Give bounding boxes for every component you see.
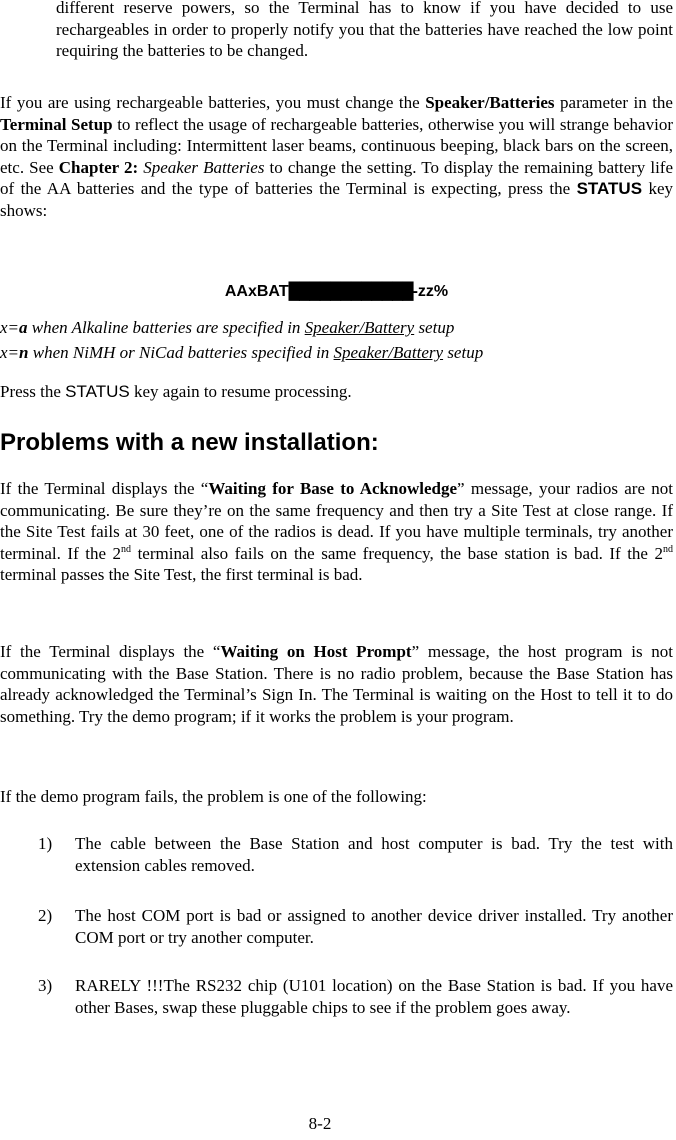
- battery-level-blocks: ████████████: [288, 283, 413, 300]
- battery-display: AAxBAT████████████-zz%: [224, 283, 449, 300]
- status-key: STATUS: [576, 179, 643, 198]
- list-number: 3): [38, 976, 53, 995]
- list-text: RARELY !!!The RS232 chip (U101 location) on the Base Station is bad. If you have other Bases, swap these pluggable chips to see if the problem goes away.: [75, 976, 673, 1017]
- chapter-ref: Chapter 2:: [58, 157, 139, 177]
- status-key-2: STATUS: [65, 382, 130, 401]
- section-heading: Problems with a new installation:: [0, 429, 379, 456]
- rechargeable-paragraph: If you are using rechargeable batteries, you must change the Speaker/Batteries parameter in the Terminal Setup to reflect the usage of rechargeable batteries, otherwise you will strange behavior on the Terminal including: Intermittent laser beams, continuous beeping, black bars on the screen, etc. See Chapter 2: Speaker Batteries to change the setting. To display the remaining battery life of the AA batteries and the type of batteries the Terminal is expecting, press the STATUS key shows:: [0, 93, 674, 220]
- legend-nimh: x=n when NiMH or NiCad batteries specified in Speaker/Battery setup: [0, 343, 484, 362]
- list-number: 2): [38, 906, 53, 925]
- legend-alkaline: x=a when Alkaline batteries are specified in Speaker/Battery setup: [0, 318, 455, 337]
- waiting-base-paragraph: If the Terminal displays the “Waiting for Base to Acknowledge” message, your radios are not communicating. Be sure they’re on the same frequency and then try a Site Test at close range. If the Site Test fails at 30 feet, one of the radios is dead. If you have multiple terminals, try another terminal. If the 2nd terminal also fails on the same frequency, the base station is bad. If the 2nd terminal passes the Site Test, the first terminal is bad.: [0, 479, 673, 584]
- speaker-batteries-param: Speaker/Batteries: [425, 93, 555, 112]
- list-text: The host COM port is bad or assigned to another device driver installed. Try another COM port or try another computer.: [75, 906, 673, 947]
- list-number: 1): [38, 834, 53, 853]
- terminal-setup-ref: Terminal Setup: [0, 114, 113, 134]
- waiting-host-paragraph: If the Terminal displays the “Waiting on Host Prompt” message, the host program is not communicating with the Base Station. There is no radio problem, because the Base Station has already acknowledged the Terminal’s Sign In. The Terminal is waiting on the Host to tell it to do something. Try the demo program; if it works the problem is your program.: [0, 642, 673, 726]
- list-text: The cable between the Base Station and host computer is bad. Try the test with extension cables removed.: [75, 834, 673, 875]
- page-number: 8-2: [308, 1114, 332, 1133]
- demo-fails-intro: If the demo program fails, the problem is one of the following:: [0, 787, 427, 806]
- resume-instruction: Press the STATUS key again to resume processing.: [0, 382, 352, 401]
- intro-continuation: different reserve powers, so the Terminal has to know if you have decided to use rechargeables in order to properly notify you that the batteries have reached the low point requiring the batteries to be changed.: [56, 0, 673, 60]
